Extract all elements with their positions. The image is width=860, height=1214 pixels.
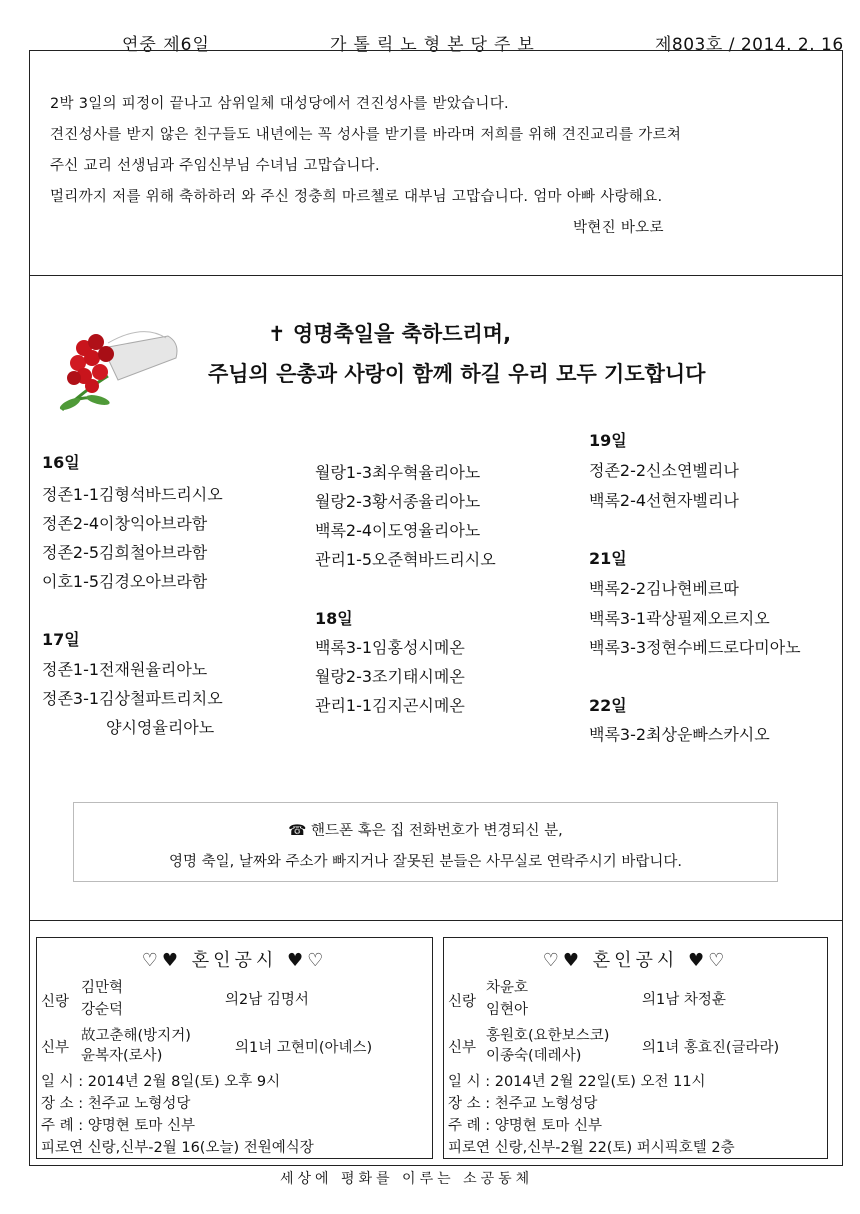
bride-parent: 이종숙(데레사) [486,1048,582,1064]
feast-entry: 백록3-2최상운빠스카시오 [589,725,770,744]
groom-parent: 강순덕 [81,1002,124,1018]
marriage-announcement [443,937,828,1159]
feast-entry: 백록3-1곽상필제오르지오 [589,609,770,628]
bride-parent: 홍원호(요한보스코) [486,1028,610,1044]
wedding-place: 장 소 : 천주교 노형성당 [448,1096,598,1112]
marriage-title: ♡♥ 혼인공시 ♥♡ [141,950,328,971]
feast-entry: 정존1-1전재원율리아노 [42,660,208,679]
feast-column-1 [42,450,302,750]
message-signature: 박현진 바오로 [573,220,664,236]
marriage-title: ♡♥ 혼인공시 ♥♡ [542,950,729,971]
notice-line: 영명 축일, 날짜와 주소가 빠지거나 잘못된 분들은 사무실로 연락주시기 바랍니다. [169,854,682,870]
day-heading: 19일 [589,431,627,450]
celebration-title: ✝ 영명축일을 축하드리며, [268,322,512,346]
feast-entry: 정존2-5김희철아브라함 [42,543,208,562]
groom-name: 의2남 김명서 [225,992,309,1008]
bulletin-title: 가톨릭노형본당주보 [330,35,541,55]
footer-slogan: 세상에 평화를 이루는 소공동체 [280,1171,534,1187]
feast-entry: 월랑2-3조기태시메온 [315,667,465,686]
feast-entry: 백록2-2김나현베르따 [589,579,739,598]
feast-entry: 정존1-1김형석바드리시오 [42,485,223,504]
feast-entry: 백록3-3정현수베드로다미아노 [589,638,801,657]
bride-parent: 故고춘해(방지거) [81,1028,191,1044]
day-heading: 18일 [315,609,353,628]
groom-parent: 임현아 [486,1002,529,1018]
groom-label: 신랑 [448,994,477,1010]
wedding-date: 일 시 : 2014년 2월 22일(토) 오전 11시 [448,1074,706,1090]
feast-entry: 정존3-1김상철파트리치오 [42,689,223,708]
feast-entry: 정존2-4이창익아브라함 [42,514,208,533]
feast-entry: 백록2-4이도영율리아노 [315,521,481,540]
message-line: 2박 3일의 피정이 끝나고 삼위일체 대성당에서 견진성사를 받았습니다. [50,96,509,112]
feast-entry: 정존2-2신소연벨리나 [589,461,739,480]
rose-bouquet-image [48,318,183,418]
feast-entry: 월랑1-3최우혁율리아노 [315,463,481,482]
wedding-officiant: 주 례 : 양명현 토마 신부 [41,1118,195,1134]
bride-label: 신부 [448,1040,477,1056]
issue-week: 연중 제6일 [122,35,210,55]
message-line: 견진성사를 받지 않은 친구들도 내년에는 꼭 성사를 받기를 바라며 저희를 위해 견진교리를 가르쳐 [50,127,682,143]
day-heading: 21일 [589,549,627,568]
feast-entry: 백록3-1임홍성시메온 [315,638,465,657]
wedding-reception: 피로연 신랑,신부-2월 22(토) 퍼시픽호텔 2층 [448,1140,735,1156]
section-divider [29,920,842,921]
feast-entry: 이호1-5김경오아브라함 [42,572,208,591]
bride-label: 신부 [41,1040,70,1056]
groom-parent: 차윤호 [486,980,529,996]
wedding-place: 장 소 : 천주교 노형성당 [41,1096,191,1112]
feast-column-3 [589,428,834,748]
contact-update-notice [73,802,778,882]
feast-entry: 백록2-4선현자벨리나 [589,491,739,510]
celebration-subtitle: 주님의 은총과 사랑이 함께 하길 우리 모두 기도합니다 [208,362,706,386]
message-line: 멀리까지 저를 위해 축하하러 와 주신 정충희 마르첼로 대부님 고맙습니다. 엄마 아빠 사랑해요. [50,189,663,205]
wedding-date: 일 시 : 2014년 2월 8일(토) 오후 9시 [41,1074,281,1090]
day-heading: 22일 [589,696,627,715]
groom-label: 신랑 [41,994,70,1010]
marriage-announcement [36,937,433,1159]
wedding-officiant: 주 례 : 양명현 토마 신부 [448,1118,602,1134]
feast-entry: 관리1-1김지곤시메온 [315,696,465,715]
feast-entry: 관리1-5오준혁바드리시오 [315,550,496,569]
bride-name: 의1녀 홍효진(글라라) [642,1040,780,1056]
issue-number-date: 제803호 / 2014. 2. 16 [655,35,844,55]
bride-parent: 윤복자(로사) [81,1048,163,1064]
day-heading: 16일 [42,453,80,472]
feast-entry: 양시영율리아노 [106,718,215,737]
bride-name: 의1녀 고현미(아녜스) [235,1040,373,1056]
feast-entry: 월랑2-3황서종율리아노 [315,492,481,511]
message-line: 주신 교리 선생님과 주임신부님 수녀님 고맙습니다. [50,158,380,174]
notice-line: ☎ 핸드폰 혹은 집 전화번호가 변경되신 분, [288,823,563,839]
day-heading: 17일 [42,630,80,649]
groom-parent: 김만혁 [81,980,124,996]
feast-column-2 [315,450,585,720]
section-divider [29,275,842,276]
groom-name: 의1남 차정훈 [642,992,726,1008]
wedding-reception: 피로연 신랑,신부-2월 16(오늘) 전원예식장 [41,1140,314,1156]
